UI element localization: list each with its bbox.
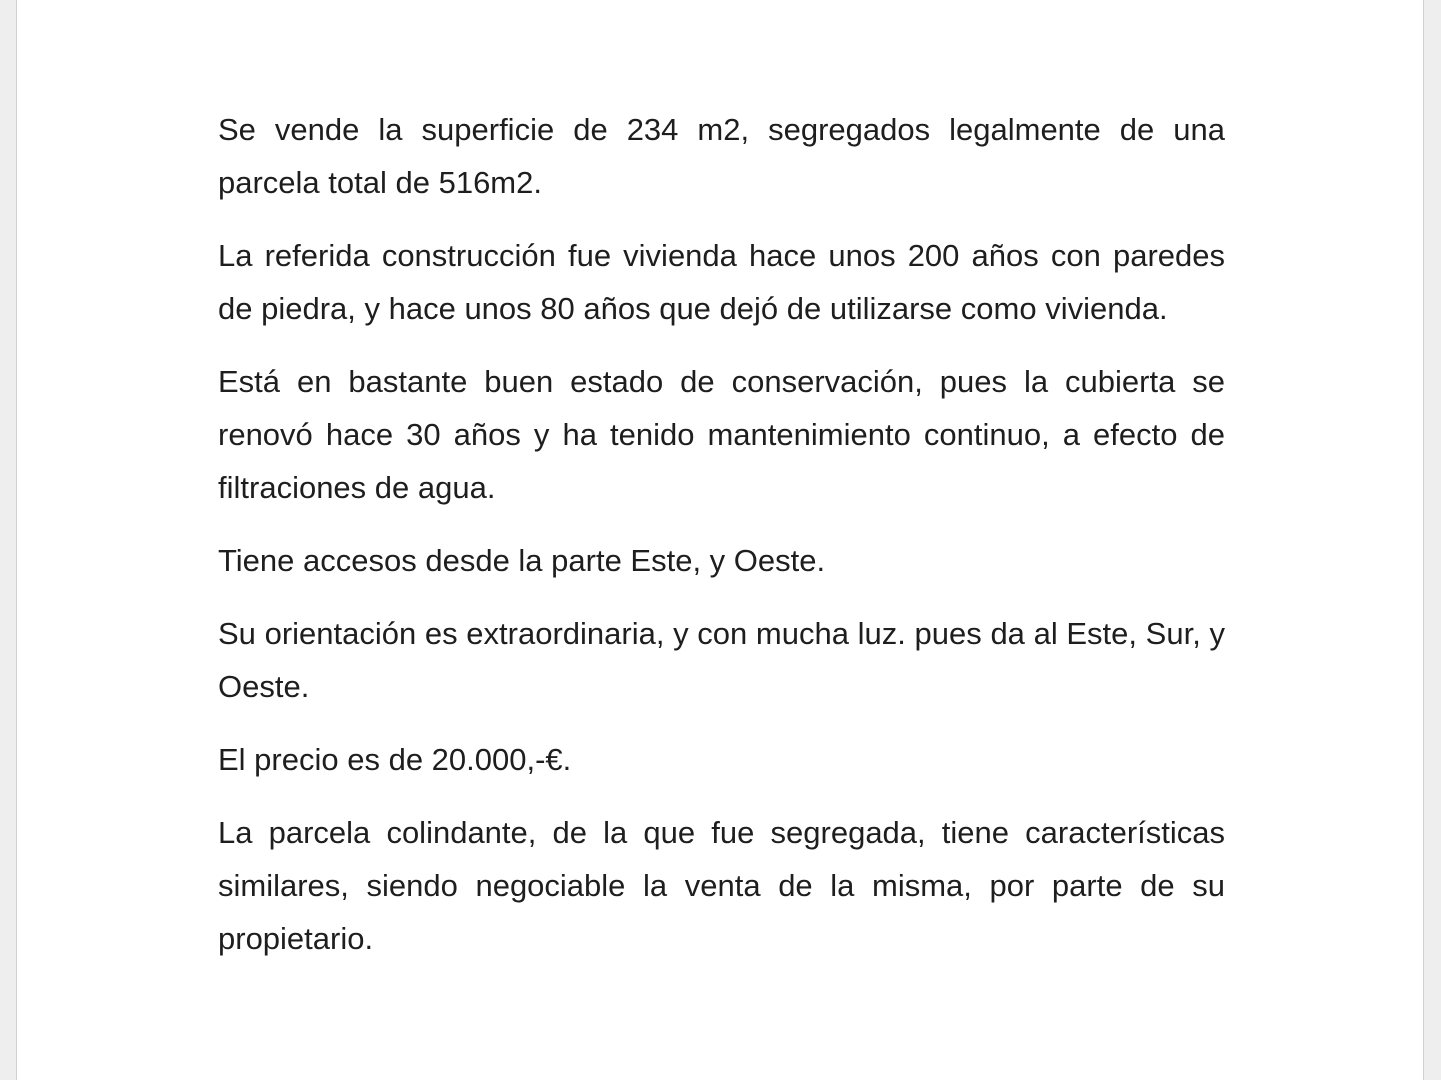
- paragraph-access: Tiene accesos desde la parte Este, y Oeste.: [218, 543, 826, 578]
- paragraph-price: El precio es de 20.000,-€.: [218, 742, 572, 777]
- paragraph-conservation-state: Está en bastante buen estado de conservación, pues la cubierta se renovó hace 30 años y ha tenido mantenimiento continuo, a efecto de filtraciones de agua.: [218, 364, 1225, 505]
- paragraph-orientation: Su orientación es extraordinaria, y con mucha luz. pues da al Este, Sur, y Oeste.: [218, 616, 1225, 704]
- document-page: [16, 0, 1424, 1080]
- paragraph-adjacent-plot: La parcela colindante, de la que fue segregada, tiene características similares, siendo negociable la venta de la misma, por parte de su propietario.: [218, 815, 1225, 956]
- paragraph-sale-area: Se vende la superficie de 234 m2, segregados legalmente de una parcela total de 516m2.: [218, 112, 1225, 200]
- paragraph-construction-history: La referida construcción fue vivienda hace unos 200 años con paredes de piedra, y hace unos 80 años que dejó de utilizarse como vivienda.: [218, 238, 1225, 326]
- document-body: [218, 103, 1225, 985]
